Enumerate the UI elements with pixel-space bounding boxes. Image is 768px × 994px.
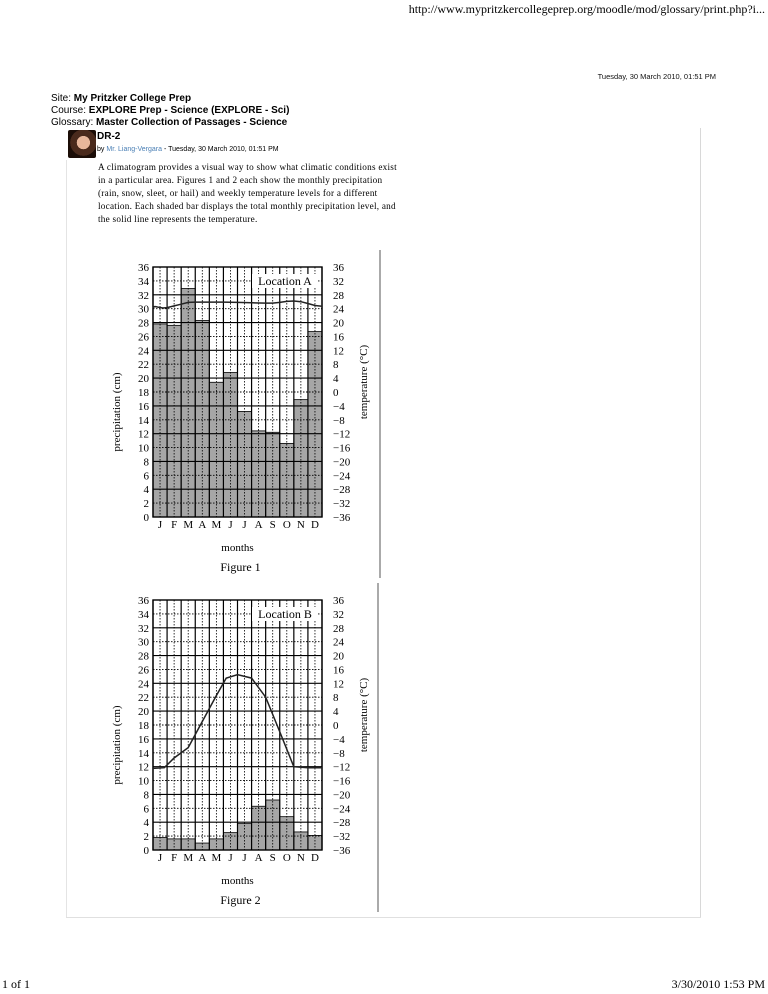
month-label: A bbox=[254, 519, 263, 531]
page-count: 1 of 1 bbox=[2, 977, 30, 991]
y2-tick-label: −24 bbox=[333, 803, 351, 816]
month-label: J bbox=[157, 852, 163, 864]
month-label: J bbox=[242, 519, 247, 531]
month-label: M bbox=[183, 852, 194, 864]
entry-date: - Tuesday, 30 March 2010, 01:51 PM bbox=[163, 146, 279, 153]
y-tick-label: 0 bbox=[143, 512, 149, 524]
y2-tick-label: −12 bbox=[333, 761, 351, 774]
y-tick-label: 24 bbox=[138, 678, 149, 691]
y-tick-label: 34 bbox=[138, 608, 149, 621]
y-tick-label: 22 bbox=[138, 359, 149, 372]
y2-tick-label: −36 bbox=[333, 845, 351, 857]
y-tick-label: 10 bbox=[138, 442, 149, 455]
month-label: F bbox=[171, 519, 178, 531]
month-label: A bbox=[198, 519, 207, 531]
y2-tick-label: −4 bbox=[333, 733, 345, 746]
y2-tick-label: 36 bbox=[333, 595, 344, 607]
entry-description: A climatogram provides a visual way to show what climatic conditions exist in a particular area. Figures 1 and 2 each show the monthly precipitation (rain, snow, sleet, or hail) and weekly temperature levels for a different location. Each shaded bar displays the total monthly precipitation level, and the solid line represents the temperature. bbox=[98, 162, 397, 224]
y2-tick-label: −36 bbox=[333, 512, 351, 524]
y-tick-label: 30 bbox=[138, 636, 149, 649]
y-tick-label: 6 bbox=[143, 803, 149, 816]
month-label: J bbox=[157, 519, 163, 531]
y2-tick-label: 16 bbox=[333, 331, 344, 344]
figure-caption: Figure 2 bbox=[220, 893, 261, 907]
y-tick-label: 28 bbox=[138, 317, 149, 330]
author-link[interactable]: Mr. Liang-Vergara bbox=[106, 146, 163, 153]
figure-caption: Figure 1 bbox=[220, 560, 261, 574]
month-label: N bbox=[296, 852, 305, 864]
glossary-name: Master Collection of Passages - Science bbox=[96, 117, 288, 128]
course-label: Course: bbox=[51, 105, 87, 116]
month-label: M bbox=[211, 519, 222, 531]
month-label: D bbox=[310, 519, 319, 531]
y2-tick-label: 12 bbox=[333, 345, 344, 358]
month-label: O bbox=[282, 852, 291, 864]
y-tick-label: 28 bbox=[138, 650, 149, 663]
y2-tick-label: 4 bbox=[333, 706, 339, 719]
y2-tick-label: 32 bbox=[333, 275, 344, 288]
y2-tick-label: 28 bbox=[333, 289, 344, 302]
figure-2-chart bbox=[111, 583, 378, 912]
y2-tick-label: 0 bbox=[333, 720, 339, 732]
y-tick-label: 4 bbox=[143, 817, 149, 830]
y2-tick-label: 16 bbox=[333, 664, 344, 677]
y-tick-label: 32 bbox=[138, 622, 149, 635]
y-tick-label: 36 bbox=[138, 595, 149, 607]
y-tick-label: 4 bbox=[143, 484, 149, 497]
figure-1-chart bbox=[111, 250, 380, 578]
y-tick-label: 0 bbox=[143, 845, 149, 857]
y2-tick-label: 24 bbox=[333, 636, 344, 649]
y-tick-label: 8 bbox=[143, 789, 149, 802]
y2-tick-label: 4 bbox=[333, 373, 339, 386]
month-label: F bbox=[171, 852, 178, 864]
month-label: A bbox=[254, 852, 263, 864]
y-tick-label: 18 bbox=[138, 387, 149, 399]
y2-tick-label: 36 bbox=[333, 262, 344, 274]
month-label: O bbox=[282, 519, 291, 531]
y-tick-label: 16 bbox=[138, 733, 149, 746]
y-tick-label: 14 bbox=[138, 414, 149, 427]
month-label: M bbox=[211, 852, 222, 864]
month-label: A bbox=[198, 852, 207, 864]
y2-tick-label: 0 bbox=[333, 387, 339, 399]
y2-tick-label: −4 bbox=[333, 400, 345, 413]
y-tick-label: 2 bbox=[143, 498, 149, 511]
y2-tick-label: 28 bbox=[333, 622, 344, 635]
y-tick-label: 36 bbox=[138, 262, 149, 274]
y2-tick-label: 20 bbox=[333, 650, 344, 663]
month-label: N bbox=[296, 519, 305, 531]
y-tick-label: 14 bbox=[138, 747, 149, 760]
y2-tick-label: −8 bbox=[333, 747, 345, 760]
entry-title: DR-2 bbox=[97, 131, 121, 142]
y-tick-label: 32 bbox=[138, 289, 149, 302]
y-tick-label: 8 bbox=[143, 456, 149, 469]
y-tick-label: 18 bbox=[138, 720, 149, 732]
month-label: J bbox=[242, 852, 247, 864]
y-tick-label: 26 bbox=[138, 664, 149, 677]
y-axis-title: precipitation (cm) bbox=[111, 705, 123, 785]
precip-bar bbox=[280, 817, 294, 850]
location-label: Location B bbox=[258, 607, 312, 621]
byline-prefix: by bbox=[97, 146, 105, 153]
x-axis-title: months bbox=[221, 875, 254, 887]
course-name: EXPLORE Prep - Science (EXPLORE - Sci) bbox=[88, 105, 290, 116]
y-tick-label: 30 bbox=[138, 303, 149, 316]
x-axis-title: months bbox=[221, 542, 254, 554]
site-label: Site: bbox=[51, 93, 72, 104]
y-tick-label: 20 bbox=[138, 373, 149, 386]
y2-axis-title: temperature (°C) bbox=[358, 677, 370, 753]
month-label: J bbox=[228, 519, 233, 531]
y2-tick-label: −16 bbox=[333, 442, 351, 455]
y2-tick-label: −32 bbox=[333, 498, 351, 511]
y2-tick-label: 12 bbox=[333, 678, 344, 691]
y-tick-label: 12 bbox=[138, 428, 149, 441]
y2-axis-title: temperature (°C) bbox=[358, 344, 370, 420]
site-name: My Pritzker College Prep bbox=[73, 93, 192, 104]
month-label: M bbox=[183, 519, 194, 531]
y2-tick-label: 8 bbox=[333, 692, 339, 705]
y-tick-label: 24 bbox=[138, 345, 149, 358]
y-tick-label: 20 bbox=[138, 706, 149, 719]
print-timestamp: 3/30/2010 1:53 PM bbox=[671, 977, 765, 991]
y2-tick-label: −20 bbox=[333, 789, 351, 802]
page-url: http://www.mypritzkercollegeprep.org/moodle/mod/glossary/print.php?i... bbox=[408, 2, 765, 16]
y2-tick-label: −8 bbox=[333, 414, 345, 427]
y-tick-label: 2 bbox=[143, 831, 149, 844]
y2-tick-label: −24 bbox=[333, 470, 351, 483]
y-tick-label: 10 bbox=[138, 775, 149, 788]
y2-tick-label: −28 bbox=[333, 484, 351, 497]
y2-tick-label: 8 bbox=[333, 359, 339, 372]
month-label: S bbox=[269, 519, 276, 531]
y2-tick-label: 24 bbox=[333, 303, 344, 316]
y2-tick-label: −16 bbox=[333, 775, 351, 788]
print-date: Tuesday, 30 March 2010, 01:51 PM bbox=[597, 72, 716, 81]
y2-tick-label: −32 bbox=[333, 831, 351, 844]
y-tick-label: 34 bbox=[138, 275, 149, 288]
month-label: S bbox=[269, 852, 276, 864]
y2-tick-label: −28 bbox=[333, 817, 351, 830]
glossary-label: Glossary: bbox=[51, 117, 94, 128]
y-tick-label: 22 bbox=[138, 692, 149, 705]
y2-tick-label: −20 bbox=[333, 456, 351, 469]
y-tick-label: 16 bbox=[138, 400, 149, 413]
location-label: Location A bbox=[258, 274, 312, 288]
y-axis-title: precipitation (cm) bbox=[111, 372, 123, 452]
month-label: D bbox=[310, 852, 319, 864]
y2-tick-label: 20 bbox=[333, 317, 344, 330]
y-tick-label: 26 bbox=[138, 331, 149, 344]
y2-tick-label: −12 bbox=[333, 428, 351, 441]
month-label: J bbox=[228, 852, 233, 864]
y-tick-label: 12 bbox=[138, 761, 149, 774]
y2-tick-label: 32 bbox=[333, 608, 344, 621]
y-tick-label: 6 bbox=[143, 470, 149, 483]
